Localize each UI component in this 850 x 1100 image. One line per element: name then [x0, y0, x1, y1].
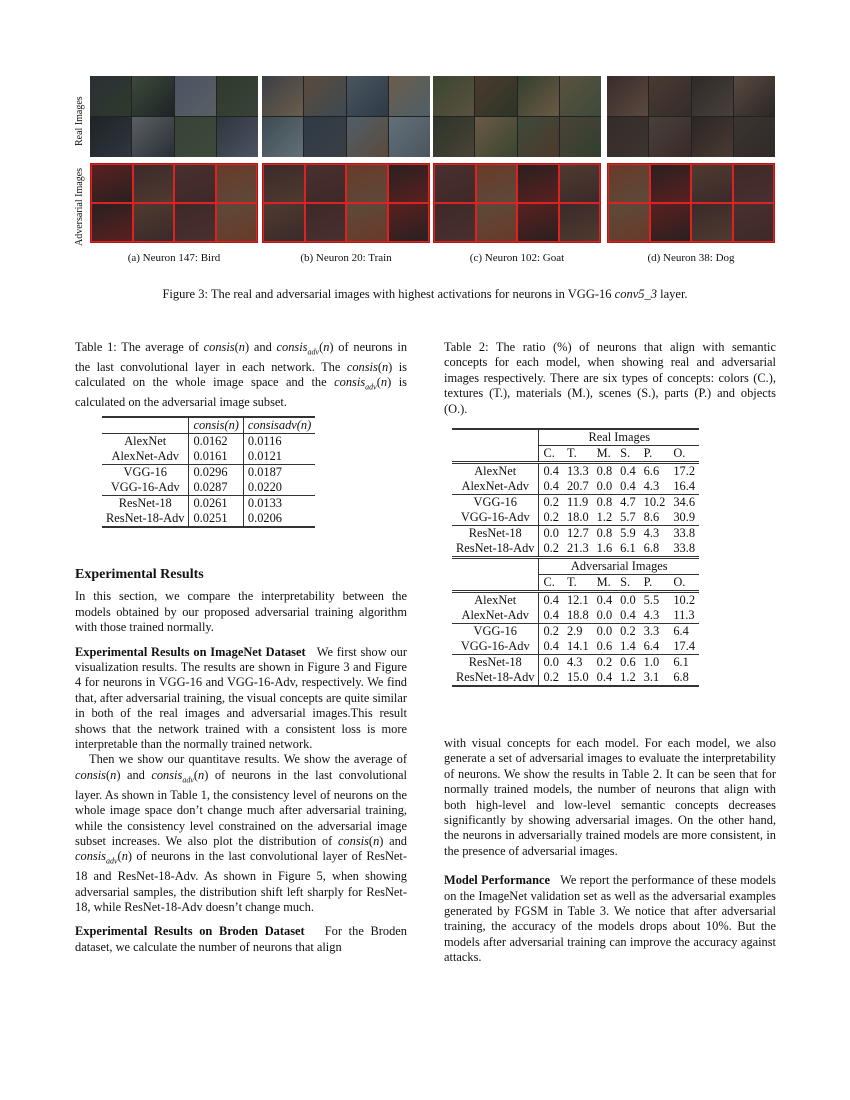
adversarial-image-thumbnail	[134, 165, 174, 202]
table-cell: 6.4	[673, 624, 689, 638]
table-cell: 0.4	[620, 608, 636, 622]
subfigure-caption: (b) Neuron 20: Train	[300, 252, 392, 264]
adversarial-image-thumbnail	[435, 165, 475, 202]
table2-column-header: P.	[640, 446, 670, 463]
real-image-thumbnail	[518, 76, 559, 116]
table-row	[452, 592, 699, 609]
adversarial-image-thumbnail	[264, 165, 304, 202]
table-cell: AlexNet	[102, 434, 189, 450]
real-image-thumbnail	[132, 117, 173, 157]
table-cell: 5.9	[620, 526, 636, 540]
figure-caption: Figure 3: The real and adversarial images with highest activations for neurons in VGG-16 conv5_3 layer.	[162, 287, 688, 301]
table-cell: ResNet-18-Adv	[102, 511, 189, 527]
right-column-text	[444, 736, 776, 966]
adversarial-image-thumbnail	[217, 165, 257, 202]
adversarial-images-grid	[433, 163, 601, 243]
adversarial-image-thumbnail	[734, 165, 774, 202]
real-image-thumbnail	[560, 117, 601, 157]
table-row	[452, 495, 699, 511]
table1-header-consis-adv: consisadv(n)	[247, 418, 312, 432]
table-cell: VGG-16	[452, 624, 539, 640]
table-row	[452, 510, 699, 526]
table-cell: 0.0187	[247, 465, 282, 479]
table-cell: 10.2	[673, 593, 696, 607]
adversarial-image-thumbnail	[435, 204, 475, 241]
table-cell: 13.3	[566, 464, 589, 478]
intro-paragraph: In this section, we compare the interpretability between the models obtained by our proposed adversarial training algorithm with those trained normally.	[75, 589, 407, 635]
real-image-thumbnail	[389, 76, 430, 116]
real-image-thumbnail	[132, 76, 173, 116]
adversarial-image-thumbnail	[217, 204, 257, 241]
real-image-thumbnail	[607, 117, 648, 157]
table-cell: 0.0121	[247, 449, 282, 463]
real-image-thumbnail	[692, 76, 733, 116]
table-cell: 0.4	[543, 639, 559, 653]
adversarial-image-thumbnail	[477, 204, 517, 241]
table-cell: 20.7	[566, 479, 589, 493]
table2-group-title: Real Images	[588, 430, 651, 444]
adversarial-image-thumbnail	[477, 165, 517, 202]
adversarial-image-thumbnail	[692, 165, 732, 202]
table2-column-header: T.	[563, 575, 593, 592]
adversarial-image-thumbnail	[306, 204, 346, 241]
adversarial-image-thumbnail	[347, 204, 387, 241]
table2	[452, 428, 699, 687]
table-cell: 0.2	[620, 624, 636, 638]
real-image-thumbnail	[347, 117, 388, 157]
real-images-grid	[262, 76, 430, 157]
table-cell: 6.8	[673, 670, 689, 684]
broden-continued-paragraph: with visual concepts for each model. For each model, we also generate a set of adversarial images to evaluate the interpretability of neurons. We show the results in Table 2. It can be seen that for normally trained models, the number of neurons that align with both high-level and low-level semantic concepts decreases significantly by showing adversarial images. On the other hand, the neurons in adversarially trained models are more consistent, in the presence of adversarial images.	[444, 736, 776, 858]
table-cell: 12.7	[566, 526, 589, 540]
table-cell: ResNet-18	[452, 526, 539, 542]
real-image-thumbnail	[90, 117, 131, 157]
table-cell: 0.4	[543, 608, 559, 622]
adversarial-image-thumbnail	[734, 204, 774, 241]
table1-header-empty	[102, 417, 189, 434]
imagenet-paragraph: Experimental Results on ImageNet Dataset We first show our visualization results. The results are shown in Figure 3 and Figure 4 for neurons in VGG-16 and VGG-16-Adv, respectively. We find that, after adversarial training, the visual concepts are quite similar in both of the real images and adversarial images.This result shows that the network trained with a consistent loss is more interpretable than the normally trained network.	[75, 644, 407, 752]
table-row	[452, 575, 699, 592]
table-row	[102, 480, 315, 496]
table-cell: VGG-16	[452, 495, 539, 511]
adversarial-image-thumbnail	[609, 204, 649, 241]
real-image-thumbnail	[518, 117, 559, 157]
table-row	[452, 624, 699, 640]
table-cell	[452, 575, 539, 592]
real-image-thumbnail	[734, 76, 775, 116]
real-image-thumbnail	[389, 117, 430, 157]
table-cell: 0.4	[596, 593, 613, 607]
table2-column-header: S.	[616, 575, 640, 592]
table1	[102, 416, 315, 528]
table-row	[452, 639, 699, 655]
adversarial-image-thumbnail	[651, 204, 691, 241]
adversarial-images-grid	[262, 163, 430, 243]
broden-paragraph: Experimental Results on Broden Dataset For the Broden dataset, we calculate the number of neurons that align	[75, 924, 407, 954]
adversarial-image-thumbnail	[92, 165, 132, 202]
real-image-thumbnail	[560, 76, 601, 116]
table-cell: 4.3	[643, 526, 660, 540]
table-cell: 0.0162	[189, 434, 243, 450]
table-cell: 1.4	[620, 639, 636, 653]
table-cell: VGG-16-Adv	[452, 510, 539, 526]
table-cell: 10.2	[643, 495, 666, 509]
table-cell: 0.8	[596, 495, 613, 509]
real-image-thumbnail	[692, 117, 733, 157]
table-row	[102, 465, 315, 481]
table-cell	[452, 446, 539, 463]
table-cell: 6.1	[620, 541, 636, 555]
adversarial-image-thumbnail	[609, 165, 649, 202]
table-cell: 0.0261	[189, 496, 243, 512]
table-cell: 6.6	[643, 464, 660, 478]
table-cell: 0.0296	[189, 465, 243, 481]
table-cell: 17.4	[673, 639, 696, 653]
table-cell: 12.1	[566, 593, 589, 607]
table-cell: 0.2	[543, 541, 559, 555]
table-cell: 0.0287	[189, 480, 243, 496]
table-cell: AlexNet-Adv	[102, 449, 189, 465]
table-cell: 11.3	[673, 608, 695, 622]
adversarial-image-thumbnail	[651, 165, 691, 202]
table-cell: 5.7	[620, 510, 636, 524]
table2-column-header: M.	[593, 575, 617, 592]
table-cell: 1.6	[596, 541, 613, 555]
table-cell: ResNet-18-Adv	[452, 541, 539, 558]
table-cell: VGG-16-Adv	[102, 480, 189, 496]
table-cell: 33.8	[673, 526, 696, 540]
table-cell: 1.2	[596, 510, 613, 524]
table-cell: 0.0	[596, 608, 613, 622]
table-cell: 0.6	[620, 655, 636, 669]
table-row	[452, 463, 699, 480]
real-images-grid	[433, 76, 601, 157]
table-cell	[452, 429, 539, 446]
adversarial-image-thumbnail	[175, 165, 215, 202]
real-image-thumbnail	[649, 117, 690, 157]
table2-column-header: O.	[669, 575, 699, 592]
table-cell: ResNet-18-Adv	[452, 670, 539, 686]
adversarial-image-thumbnail	[518, 165, 558, 202]
adversarial-images-grid	[607, 163, 775, 243]
adversarial-image-thumbnail	[264, 204, 304, 241]
real-image-thumbnail	[262, 117, 303, 157]
table-cell: 0.0	[543, 526, 559, 540]
real-image-thumbnail	[433, 76, 474, 116]
real-image-thumbnail	[475, 117, 516, 157]
table-cell: 0.0133	[247, 496, 282, 510]
subfigure-caption: (c) Neuron 102: Goat	[469, 252, 565, 264]
table-cell: 0.0161	[189, 449, 243, 465]
real-images-grid	[90, 76, 258, 157]
table-cell: 3.3	[643, 624, 660, 638]
table-cell: 4.3	[643, 479, 660, 493]
table-cell: 0.8	[596, 464, 613, 478]
adversarial-image-thumbnail	[175, 204, 215, 241]
table-cell: 0.8	[596, 526, 613, 540]
table-cell: 6.4	[643, 639, 660, 653]
table-cell	[452, 558, 539, 575]
subfigure-caption: (a) Neuron 147: Bird	[127, 252, 221, 264]
table2-column-header: C.	[539, 446, 563, 463]
table-cell: 5.5	[643, 593, 660, 607]
table-row	[102, 511, 315, 527]
table-cell: 0.4	[543, 464, 559, 478]
table-row	[452, 670, 699, 686]
real-image-thumbnail	[304, 117, 345, 157]
adversarial-image-thumbnail	[560, 165, 600, 202]
table2-column-header: C.	[539, 575, 563, 592]
table-cell: 0.0220	[247, 480, 282, 494]
table-row	[102, 434, 315, 450]
table-cell: 8.6	[643, 510, 660, 524]
table-row	[102, 449, 315, 465]
table-cell: 6.1	[673, 655, 689, 669]
real-image-thumbnail	[90, 76, 131, 116]
subfigure-caption: (d) Neuron 38: Dog	[647, 252, 735, 264]
table1-caption: Table 1: The average of consis(n) and consis$_{adv}$(n) of neurons in the last convolutional layer in each network. The consis(n) is calculated on the whole image space and the consis$_{adv}$(n) is calculated on the adversarial image subset.	[75, 340, 408, 410]
row-label-real: Real Images	[74, 96, 85, 146]
section-title: Experimental Results	[75, 567, 204, 582]
real-images-grid	[607, 76, 775, 157]
table-row	[102, 496, 315, 512]
real-image-thumbnail	[175, 117, 216, 157]
real-image-thumbnail	[304, 76, 345, 116]
adversarial-image-thumbnail	[389, 165, 429, 202]
real-image-thumbnail	[262, 76, 303, 116]
real-image-thumbnail	[734, 117, 775, 157]
real-image-thumbnail	[217, 117, 258, 157]
table-cell: 4.3	[643, 608, 660, 622]
table-cell: 0.4	[596, 670, 613, 684]
real-image-thumbnail	[607, 76, 648, 116]
table-row	[452, 558, 699, 575]
table2-column-header: S.	[616, 446, 640, 463]
table-row	[452, 446, 699, 463]
table-cell: 3.1	[643, 670, 660, 684]
table-cell: 18.0	[566, 510, 589, 524]
adversarial-image-thumbnail	[389, 204, 429, 241]
table-cell: 30.9	[673, 510, 696, 524]
model-performance-paragraph: Model Performance We report the performance of these models on the ImageNet validation set as well as the adversarial examples generated by FGSM in Table 3. We notice that after adversarial training, the accuracy of the models drops about 10%. But the models after adversarial training can improve the accuracy against attacks.	[444, 873, 776, 965]
table-cell: 0.2	[543, 624, 559, 638]
adversarial-image-thumbnail	[347, 165, 387, 202]
real-image-thumbnail	[475, 76, 516, 116]
table-cell: ResNet-18	[452, 655, 539, 671]
table-cell: 0.6	[596, 639, 613, 653]
table-cell: 0.0	[596, 479, 613, 493]
table-cell: VGG-16	[102, 465, 189, 481]
table-cell: 4.3	[566, 655, 583, 669]
table1-header-consis: consis(n)	[189, 417, 243, 434]
table-cell: 0.4	[543, 479, 559, 493]
table-cell: 17.2	[673, 464, 696, 478]
real-image-thumbnail	[217, 76, 258, 116]
table-cell: 0.2	[543, 670, 559, 684]
table-cell: 0.4	[620, 464, 636, 478]
quantitative-paragraph: Then we show our quantitave results. We show the average of consis(n) and consis$_{adv}$(n) of neurons in the last convolutional layer. As shown in Table 1, the consistency level of neurons on the whole image space don’t change much after adversarial training, while the consistency level constrained on the adversarial image subset increases. We also plot the distribution of consis(n) and consis$_{adv}$(n) of neurons in the last convolutional layer of ResNet-18 and ResNet-18-Adv. As shown in Figure 5, when showing adversarial samples, the distribution shift left sharply for ResNet-18, while ResNet-18-Adv doesn’t change much.	[75, 752, 407, 915]
real-image-thumbnail	[433, 117, 474, 157]
table-cell: 0.2	[543, 510, 559, 524]
table-row	[452, 479, 699, 495]
table-cell: 21.3	[566, 541, 589, 555]
table-row	[452, 608, 699, 624]
table-cell: 15.0	[566, 670, 589, 684]
table-row	[452, 526, 699, 542]
table-cell: 14.1	[566, 639, 589, 653]
table-cell: 1.0	[643, 655, 660, 669]
table-cell: 6.8	[643, 541, 660, 555]
table-cell: 34.6	[673, 495, 696, 509]
table2-column-header: O.	[669, 446, 699, 463]
real-image-thumbnail	[175, 76, 216, 116]
adversarial-image-thumbnail	[134, 204, 174, 241]
left-column-text	[75, 567, 407, 955]
table2-group-title: Adversarial Images	[570, 559, 668, 573]
adversarial-image-thumbnail	[306, 165, 346, 202]
adversarial-image-thumbnail	[92, 204, 132, 241]
table-cell: 18.8	[566, 608, 589, 622]
table2-caption: Table 2: The ratio (%) of neurons that align with semantic concepts for each model, when showing real and adversarial images respectively. There are six types of concepts: colors (C.), textures (T.), materials (M.), scenes (S.), parts (P.) and objects (O.).	[444, 340, 776, 416]
adversarial-image-thumbnail	[518, 204, 558, 241]
adversarial-image-thumbnail	[560, 204, 600, 241]
table-cell: AlexNet-Adv	[452, 479, 539, 495]
row-label-adversarial: Adversarial Images	[74, 167, 85, 246]
table-row	[452, 655, 699, 671]
table-cell: 0.2	[543, 495, 559, 509]
real-image-thumbnail	[649, 76, 690, 116]
real-image-thumbnail	[347, 76, 388, 116]
table-cell: 11.9	[566, 495, 589, 509]
table-row	[452, 541, 699, 558]
table-cell: 0.2	[596, 655, 613, 669]
adversarial-image-thumbnail	[692, 204, 732, 241]
table-cell: ResNet-18	[102, 496, 189, 512]
table2-column-header: M.	[593, 446, 617, 463]
table-row	[452, 429, 699, 446]
table-cell: 0.0116	[247, 434, 282, 448]
table-cell: 4.7	[620, 495, 636, 509]
table-cell: 33.8	[673, 541, 696, 555]
table-cell: 0.0	[596, 624, 613, 638]
table-cell: 0.0	[620, 593, 636, 607]
table-cell: 0.0206	[247, 511, 282, 525]
table-cell: 1.2	[620, 670, 636, 684]
table-cell: 0.4	[620, 479, 636, 493]
table-cell: 0.4	[543, 593, 559, 607]
table-cell: 2.9	[566, 624, 583, 638]
table-cell: 16.4	[673, 479, 696, 493]
table-cell: VGG-16-Adv	[452, 639, 539, 655]
table2-column-header: T.	[563, 446, 593, 463]
table-cell: 0.0	[543, 655, 559, 669]
adversarial-images-grid	[90, 163, 258, 243]
table2-column-header: P.	[640, 575, 670, 592]
table-cell: AlexNet	[452, 463, 539, 480]
table-cell: 0.0251	[189, 511, 243, 527]
table-cell: AlexNet-Adv	[452, 608, 539, 624]
table-cell: AlexNet	[452, 592, 539, 609]
